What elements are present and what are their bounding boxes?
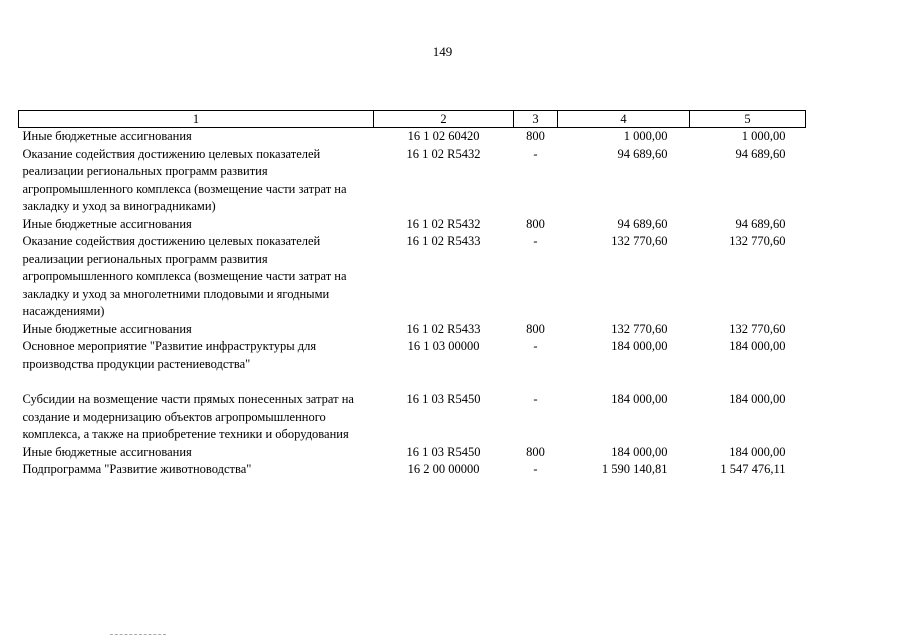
row-amount-col4: 184 000,00 xyxy=(611,392,668,406)
page-number: 149 xyxy=(432,44,453,59)
row-amount-col5: 184 000,00 xyxy=(729,339,786,353)
row-type: - xyxy=(533,234,538,248)
row-code: 16 1 03 R5450 xyxy=(406,392,481,406)
budget-table-container xyxy=(18,110,805,479)
header-col-4: 4 xyxy=(558,111,690,128)
scan-artifact-divider xyxy=(110,634,166,637)
row-name: Оказание содействия достижению целевых показателей реализации региональных программ развития агропромышленного комплекса (возмещение части затрат на закладку и уход за виноградниками) xyxy=(22,146,347,213)
table-row xyxy=(19,146,806,216)
table-row xyxy=(19,338,806,391)
table-header xyxy=(19,111,806,128)
row-amount-col5: 184 000,00 xyxy=(729,444,786,459)
header-row xyxy=(19,111,806,128)
row-type: - xyxy=(533,392,538,406)
row-name: Иные бюджетные ассигнования xyxy=(22,129,192,143)
row-amount-col5: 184 000,00 xyxy=(729,392,786,406)
row-type: 800 xyxy=(526,444,545,459)
row-amount-col4: 184 000,00 xyxy=(611,339,668,353)
row-amount-col5: 94 689,60 xyxy=(735,146,786,161)
row-code: 16 2 00 00000 xyxy=(407,462,480,476)
budget-table xyxy=(18,110,806,479)
header-col-1: 1 xyxy=(19,111,374,128)
row-type: - xyxy=(533,146,538,161)
row-code: 16 1 03 R5450 xyxy=(406,444,481,459)
row-code: 16 1 02 60420 xyxy=(407,129,480,143)
table-row xyxy=(19,391,806,444)
table-row xyxy=(19,461,806,479)
row-name: Субсидии на возмещение части прямых понесенных затрат на создание и модернизацию объектов агропромышленного комплекса, а также на приобретение техники и оборудования xyxy=(22,392,354,441)
row-type: - xyxy=(533,339,538,353)
table-body xyxy=(19,128,806,479)
row-amount-col4: 184 000,00 xyxy=(611,444,668,459)
row-amount-col5: 94 689,60 xyxy=(735,216,786,231)
table-row xyxy=(19,444,806,462)
row-code: 16 1 02 R5433 xyxy=(406,234,481,248)
row-amount-col5: 1 547 476,11 xyxy=(720,462,786,476)
row-name: Основное мероприятие "Развитие инфраструктуры для производства продукции растениеводства" xyxy=(22,339,317,371)
table-row xyxy=(19,216,806,234)
header-col-2: 2 xyxy=(374,111,514,128)
row-code: 16 1 02 R5432 xyxy=(406,146,481,161)
row-name: Оказание содействия достижению целевых показателей реализации региональных программ развития агропромышленного комплекса (возмещение части затрат на закладку и уход за многолетними плодовыми и ягодными насаждениями) xyxy=(22,234,347,318)
row-type: 800 xyxy=(526,129,545,143)
row-amount-col5: 1 000,00 xyxy=(741,129,786,143)
row-amount-col4: 1 590 140,81 xyxy=(601,462,668,476)
table-row xyxy=(19,321,806,339)
row-code: 16 1 02 R5432 xyxy=(406,216,481,231)
header-col-3: 3 xyxy=(514,111,558,128)
row-name: Иные бюджетные ассигнования xyxy=(22,216,192,231)
row-name: Иные бюджетные ассигнования xyxy=(22,444,192,459)
row-amount-col4: 132 770,60 xyxy=(611,321,668,336)
row-name: Иные бюджетные ассигнования xyxy=(22,321,192,336)
row-code: 16 1 03 00000 xyxy=(407,339,480,353)
row-amount-col4: 94 689,60 xyxy=(617,216,668,231)
row-type: 800 xyxy=(526,321,545,336)
header-col-5: 5 xyxy=(690,111,806,128)
row-amount-col4: 1 000,00 xyxy=(623,129,668,143)
table-row xyxy=(19,233,806,321)
row-type: 800 xyxy=(526,216,545,231)
row-amount-col5: 132 770,60 xyxy=(729,234,786,248)
table-row xyxy=(19,128,806,146)
row-code: 16 1 02 R5433 xyxy=(406,321,481,336)
row-amount-col4: 132 770,60 xyxy=(611,234,668,248)
row-amount-col4: 94 689,60 xyxy=(617,146,668,161)
row-amount-col5: 132 770,60 xyxy=(729,321,786,336)
row-name: Подпрограмма "Развитие животноводства" xyxy=(22,462,252,476)
row-type: - xyxy=(533,462,538,476)
